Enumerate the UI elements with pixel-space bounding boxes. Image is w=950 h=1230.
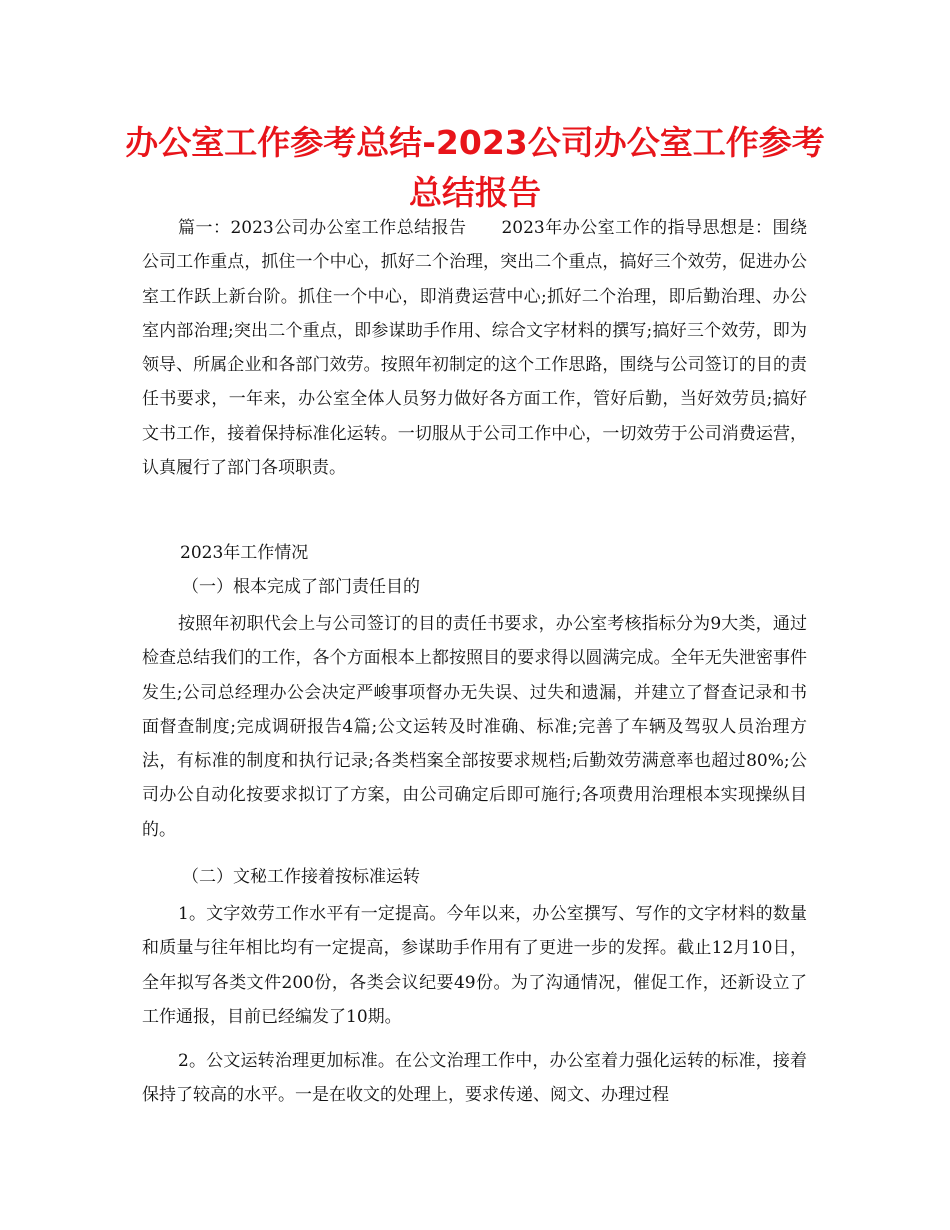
section1-paragraph: 按照年初职代会上与公司签订的目的责任书要求，办公室考核指标分为9大类，通过检查总结我们的工作，各个方面根本上都按照目的要求得以圆满完成。全年无失泄密事件发生;公司总经理办公会决定严峻事项督办无失误、过失和遗漏，并建立了督查记录和书面督查制度;完成调研报告4篇;公文运转及时准确、标准;完善了车辆及驾驭人员治理方法，有标准的制度和执行记录;各类档案全部按要求规档;后勤效劳满意率也超过80%;公司办公自动化按要求拟订了方案，由公司确定后即可施行;各项费用治理根本实现操纵目的。 xyxy=(142,614,807,840)
section1-heading: （一）根本完成了部门责任目的 xyxy=(182,577,420,597)
section2-heading-block xyxy=(142,860,807,894)
section1-block xyxy=(142,607,807,847)
year-heading: 2023年工作情况 xyxy=(180,543,309,563)
item2-paragraph: 2。公文运转治理更加标准。在公文治理工作中，办公室着力强化运转的标准，接着保持了较高的水平。一是在收文的处理上，要求传递、阅文、办理过程 xyxy=(142,1051,807,1106)
item2-block xyxy=(142,1044,807,1113)
document-title: 办公室工作参考总结-2023公司办公室工作参考总结报告 xyxy=(125,123,825,212)
intro-paragraph: 篇一：2023公司办公室工作总结报告 2023年办公室工作的指导思想是：围绕公司工作重点，抓住一个中心，抓好二个治理，突出二个重点，搞好三个效劳，促进办公室工作跃上新台阶。抓住一个中心，即消费运营中心;抓好二个治理，即后勤治理、办公室内部治理;突出二个重点，即参谋助手作用、综合文字材料的撰写;搞好三个效劳，即为领导、所属企业和各部门效劳。按照年初制定的这个工作思路，围绕与公司签订的目的责任书要求，一年来，办公室全体人员努力做好各方面工作，管好后勤，当好效劳员;搞好文书工作，接着保持标准化运转。一切服从于公司工作中心，一切效劳于公司消费运营，认真履行了部门各项职责。 xyxy=(142,218,807,479)
item1-block xyxy=(142,897,807,1034)
intro-block xyxy=(142,211,807,485)
item1-paragraph: 1。文字效劳工作水平有一定提高。今年以来，办公室撰写、写作的文字材料的数量和质量与往年相比均有一定提高，参谋助手作用有了更进一步的发挥。截止12月10日，全年拟写各类文件200份，各类会议纪要49份。为了沟通情况，催促工作，还新设立了工作通报，目前已经编发了10期。 xyxy=(142,904,807,1027)
section2-heading: （二）文秘工作接着按标准运转 xyxy=(182,867,420,887)
year-heading-block xyxy=(142,536,807,570)
section1-heading-block xyxy=(142,570,807,604)
